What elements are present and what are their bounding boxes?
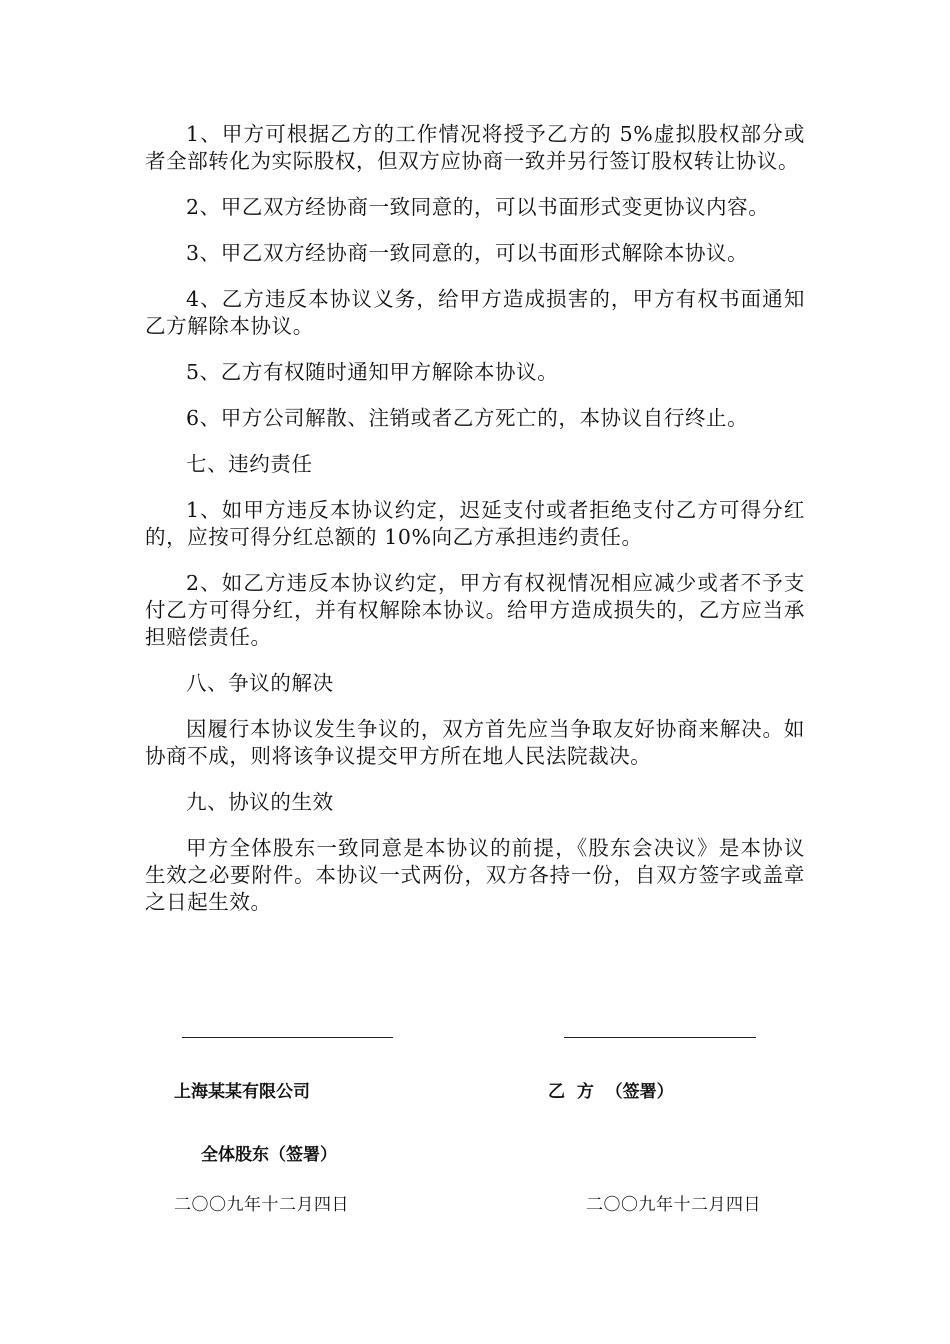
clause-convert-equity: 1、甲方可根据乙方的工作情况将授予乙方的 5%虚拟股权部分或者全部转化为实际股权，但双方应协商一致并另行签订股权转让协议。 <box>145 122 805 173</box>
party-a-shareholders-signature-label: 全体股东（签署） <box>201 1145 337 1165</box>
party-a-date: 二〇〇九年十二月四日 <box>174 1195 349 1215</box>
clause-party-b-liability: 2、如乙方违反本协议约定，甲方有权视情况相应减少或者不予支付乙方可得分红，并有权解除本协议。给甲方造成损失的，乙方应当承担赔偿责任。 <box>145 571 805 649</box>
clause-automatic-termination: 6、甲方公司解散、注销或者乙方死亡的，本协议自行终止。 <box>186 406 749 430</box>
section-heading-liability: 七、违约责任 <box>186 452 313 476</box>
clause-dispute-resolution: 因履行本协议发生争议的，双方首先应当争取友好协商来解决。如协商不成，则将该争议提交甲方所在地人民法院裁决。 <box>145 717 805 768</box>
party-a-signature-line <box>182 1037 393 1038</box>
clause-party-a-liability: 1、如甲方违反本协议约定，迟延支付或者拒绝支付乙方可得分红的，应按可得分红总额的 10%向乙方承担违约责任。 <box>145 498 805 549</box>
party-b-date: 二〇〇九年十二月四日 <box>586 1195 761 1215</box>
clause-terminate-on-breach: 4、乙方违反本协议义务，给甲方造成损害的，甲方有权书面通知乙方解除本协议。 <box>145 287 805 338</box>
clause-effectiveness: 甲方全体股东一致同意是本协议的前提，《股东会决议》是本协议生效之必要附件。本协议一式两份，双方各持一份，自双方签字或盖章之日起生效。 <box>145 836 805 914</box>
clause-modify-agreement: 2、甲乙双方经协商一致同意的，可以书面形式变更协议内容。 <box>186 195 770 219</box>
clause-party-b-termination: 5、乙方有权随时通知甲方解除本协议。 <box>186 360 559 384</box>
section-heading-effectiveness: 九、协议的生效 <box>186 790 334 814</box>
party-b-signature-label: 乙 方 （签署） <box>548 1082 674 1102</box>
party-b-signature-line <box>564 1037 756 1038</box>
clause-terminate-by-consent: 3、甲乙双方经协商一致同意的，可以书面形式解除本协议。 <box>186 241 749 265</box>
party-a-company-name: 上海某某有限公司 <box>174 1082 310 1102</box>
section-heading-dispute: 八、争议的解决 <box>186 671 334 695</box>
agreement-body <box>145 121 805 935</box>
